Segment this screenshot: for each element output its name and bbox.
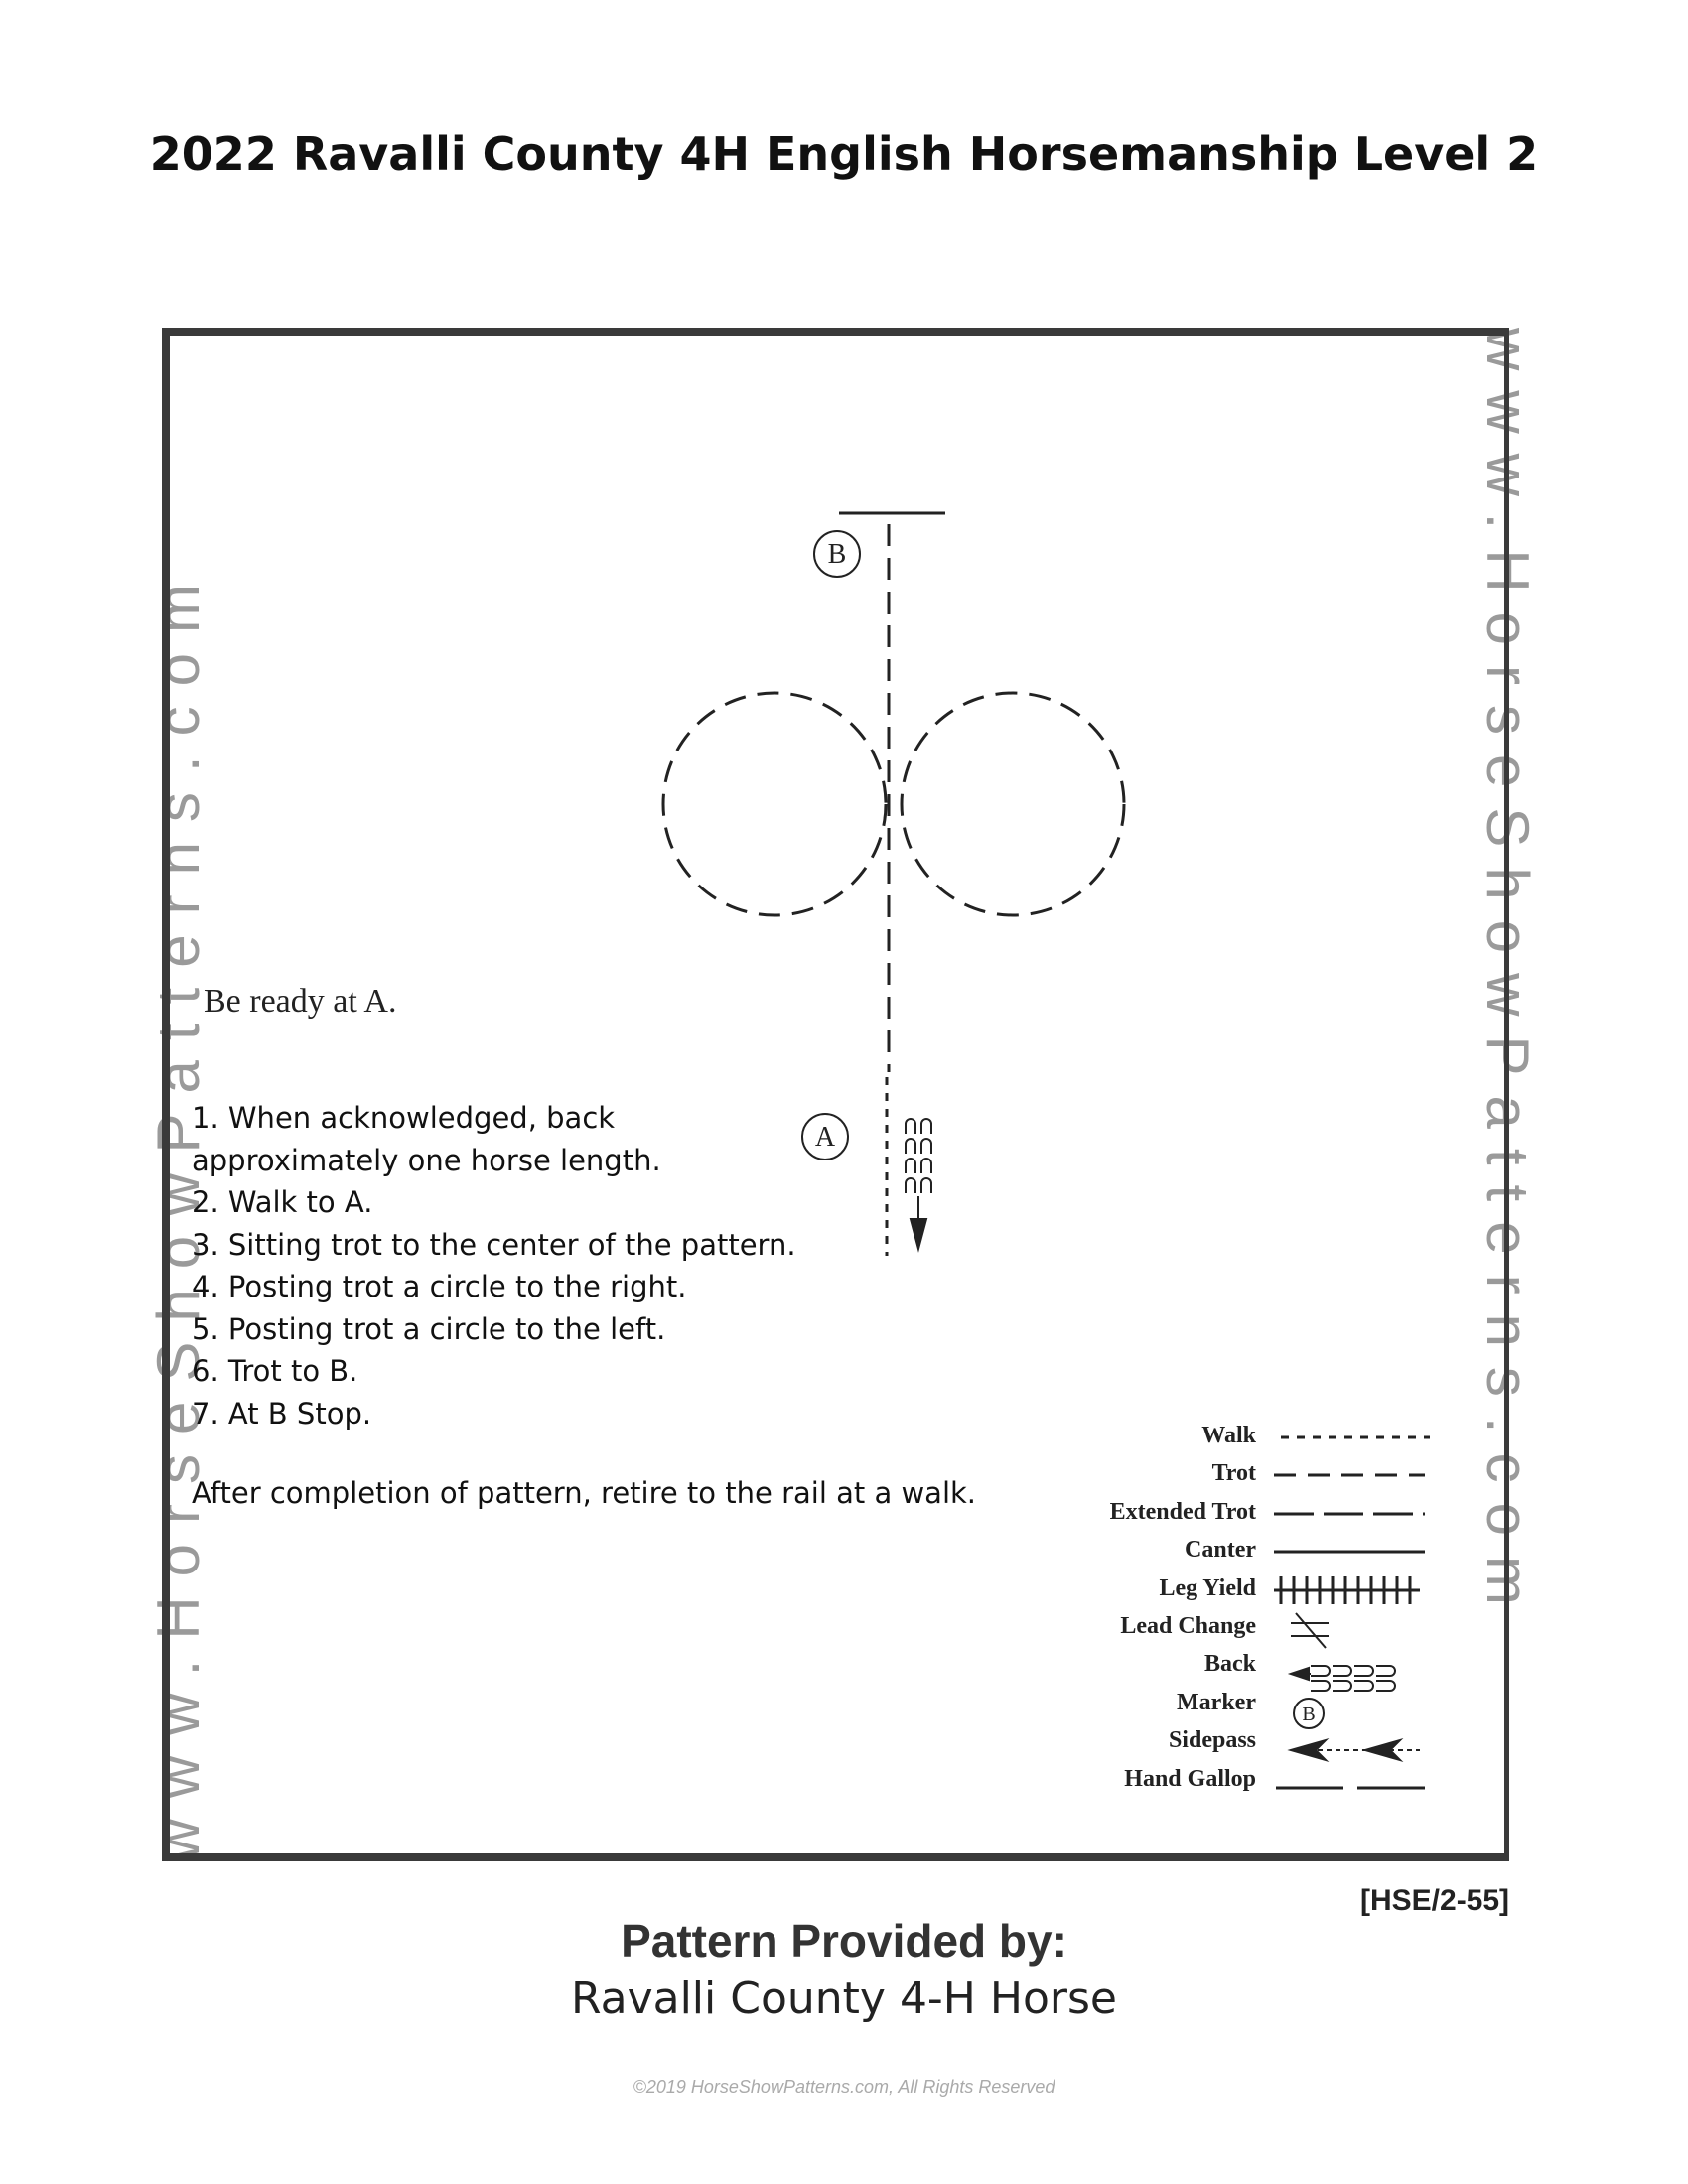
legend-label-lead-change: Lead Change — [1120, 1613, 1256, 1639]
instruction-line: 6. Trot to B. — [192, 1354, 358, 1388]
legend-label-sidepass: Sidepass — [1168, 1727, 1256, 1753]
marker-b-label: B — [827, 539, 847, 570]
legend-label-canter: Canter — [1185, 1537, 1256, 1563]
watermark-right: www.HorseShowPatterns.com — [1475, 328, 1541, 1625]
legend-label-extended-trot: Extended Trot — [1109, 1499, 1256, 1525]
back-legend-symbol — [1291, 1666, 1395, 1691]
back-path-symbol — [906, 1119, 931, 1249]
instruction-list — [192, 1097, 867, 1434]
sidepass-legend-symbol — [1291, 1740, 1420, 1760]
watermark-left: www.HorseShowPatterns.com — [145, 564, 211, 1861]
legend-symbols — [1274, 1437, 1435, 1788]
page-title: 2022 Ravalli County 4H English Horsemanship Level 2 — [149, 127, 1539, 181]
instruction-line: approximately one horse length. — [192, 1143, 661, 1177]
legend-label-leg-yield: Leg Yield — [1159, 1575, 1256, 1601]
lead-change-legend-symbol — [1291, 1613, 1329, 1648]
legend-marker-letter: B — [1302, 1704, 1316, 1725]
instruction-line: 1. When acknowledged, back — [192, 1101, 616, 1135]
instruction-line: 7. At B Stop. — [192, 1396, 372, 1431]
circle-left — [663, 693, 886, 915]
legend-label-hand-gallop: Hand Gallop — [1124, 1766, 1256, 1792]
leg-yield-legend-symbol — [1274, 1576, 1420, 1604]
provided-by-label: Pattern Provided by: — [621, 1915, 1067, 1967]
instruction-line: 2. Walk to A. — [192, 1185, 373, 1219]
legend-label-trot: Trot — [1211, 1460, 1256, 1486]
ready-instruction: Be ready at A. — [204, 983, 397, 1020]
marker-a-label: A — [814, 1122, 836, 1153]
legend-label-walk: Walk — [1201, 1423, 1256, 1448]
after-instruction: After completion of pattern, retire to the rail at a walk. — [192, 1476, 977, 1510]
instruction-line: 4. Posting trot a circle to the right. — [192, 1270, 687, 1303]
marker-legend-symbol — [1294, 1699, 1324, 1728]
copyright-notice: ©2019 HorseShowPatterns.com, All Rights Reserved — [633, 2077, 1055, 2097]
circle-right — [902, 693, 1124, 915]
provider-name: Ravalli County 4-H Horse — [571, 1974, 1117, 2024]
pattern-code: [HSE/2-55] — [1360, 1884, 1510, 1917]
instruction-line: 5. Posting trot a circle to the left. — [192, 1311, 666, 1346]
instruction-line: 3. Sitting trot to the center of the pattern. — [192, 1227, 796, 1262]
marker-b — [814, 531, 860, 577]
legend-label-back: Back — [1203, 1651, 1256, 1677]
legend-label-marker: Marker — [1177, 1690, 1256, 1715]
